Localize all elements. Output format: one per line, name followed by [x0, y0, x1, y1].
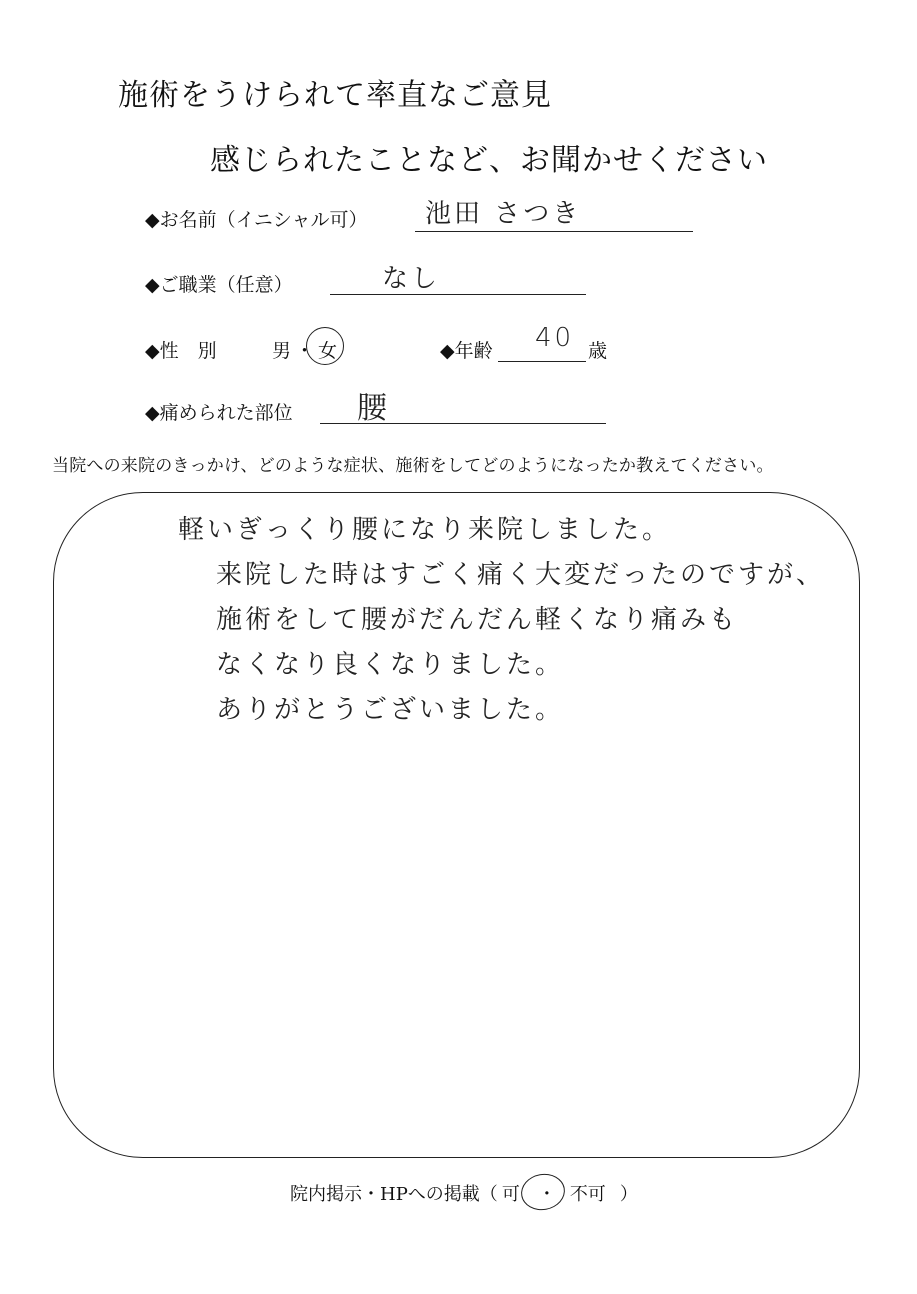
gender-selected-circle — [306, 327, 344, 365]
consent-option-no: 不可 — [569, 1184, 606, 1205]
consent-selected-circle — [518, 1170, 568, 1213]
comment-instruction: 当院への来院のきっかけ、どのような症状、施術をしてどのようになったか教えてください。 — [52, 456, 774, 476]
comment-line: 軽いぎっくり腰になり来院しました。 — [178, 515, 672, 545]
comment-line: 施術をして腰がだんだん軽くなり痛みも — [216, 605, 739, 635]
gender-options: 男・女 — [272, 340, 342, 362]
pain-area-value: 腰 — [357, 391, 390, 426]
age-value: 40 — [535, 323, 575, 353]
comment-line: なくなり良くなりました。 — [216, 650, 565, 680]
occupation-value: なし — [382, 264, 441, 294]
occupation-underline — [330, 294, 586, 295]
form-title-line2: 感じられたことなど、お聞かせください — [210, 143, 768, 178]
age-label: ◆年齢 — [440, 340, 493, 362]
name-value: 池田 さつき — [425, 199, 582, 229]
gender-label: ◆性 別 — [145, 340, 217, 362]
occupation-label: ◆ご職業（任意） — [145, 274, 293, 296]
comment-line: 来院した時はすごく痛く大変だったのですが、 — [216, 560, 826, 590]
age-underline — [498, 361, 586, 362]
age-unit: 歳 — [588, 340, 608, 362]
name-label: ◆お名前（イニシャル可） — [145, 209, 368, 231]
publication-consent-label: 院内掲示・HPへの掲載（ — [290, 1184, 498, 1205]
comment-text — [178, 508, 825, 733]
pain-area-underline — [320, 423, 606, 424]
publication-consent — [290, 1180, 638, 1206]
comment-line: ありがとうございました。 — [216, 695, 565, 725]
form-title-line1: 施術をうけられて率直なご意見 — [118, 78, 552, 113]
consent-close: ） — [619, 1184, 638, 1205]
name-underline — [415, 231, 693, 232]
consent-separator: ・ — [537, 1184, 556, 1205]
consent-option-yes: 可 — [501, 1184, 520, 1205]
pain-area-label: ◆痛められた部位 — [145, 402, 293, 424]
